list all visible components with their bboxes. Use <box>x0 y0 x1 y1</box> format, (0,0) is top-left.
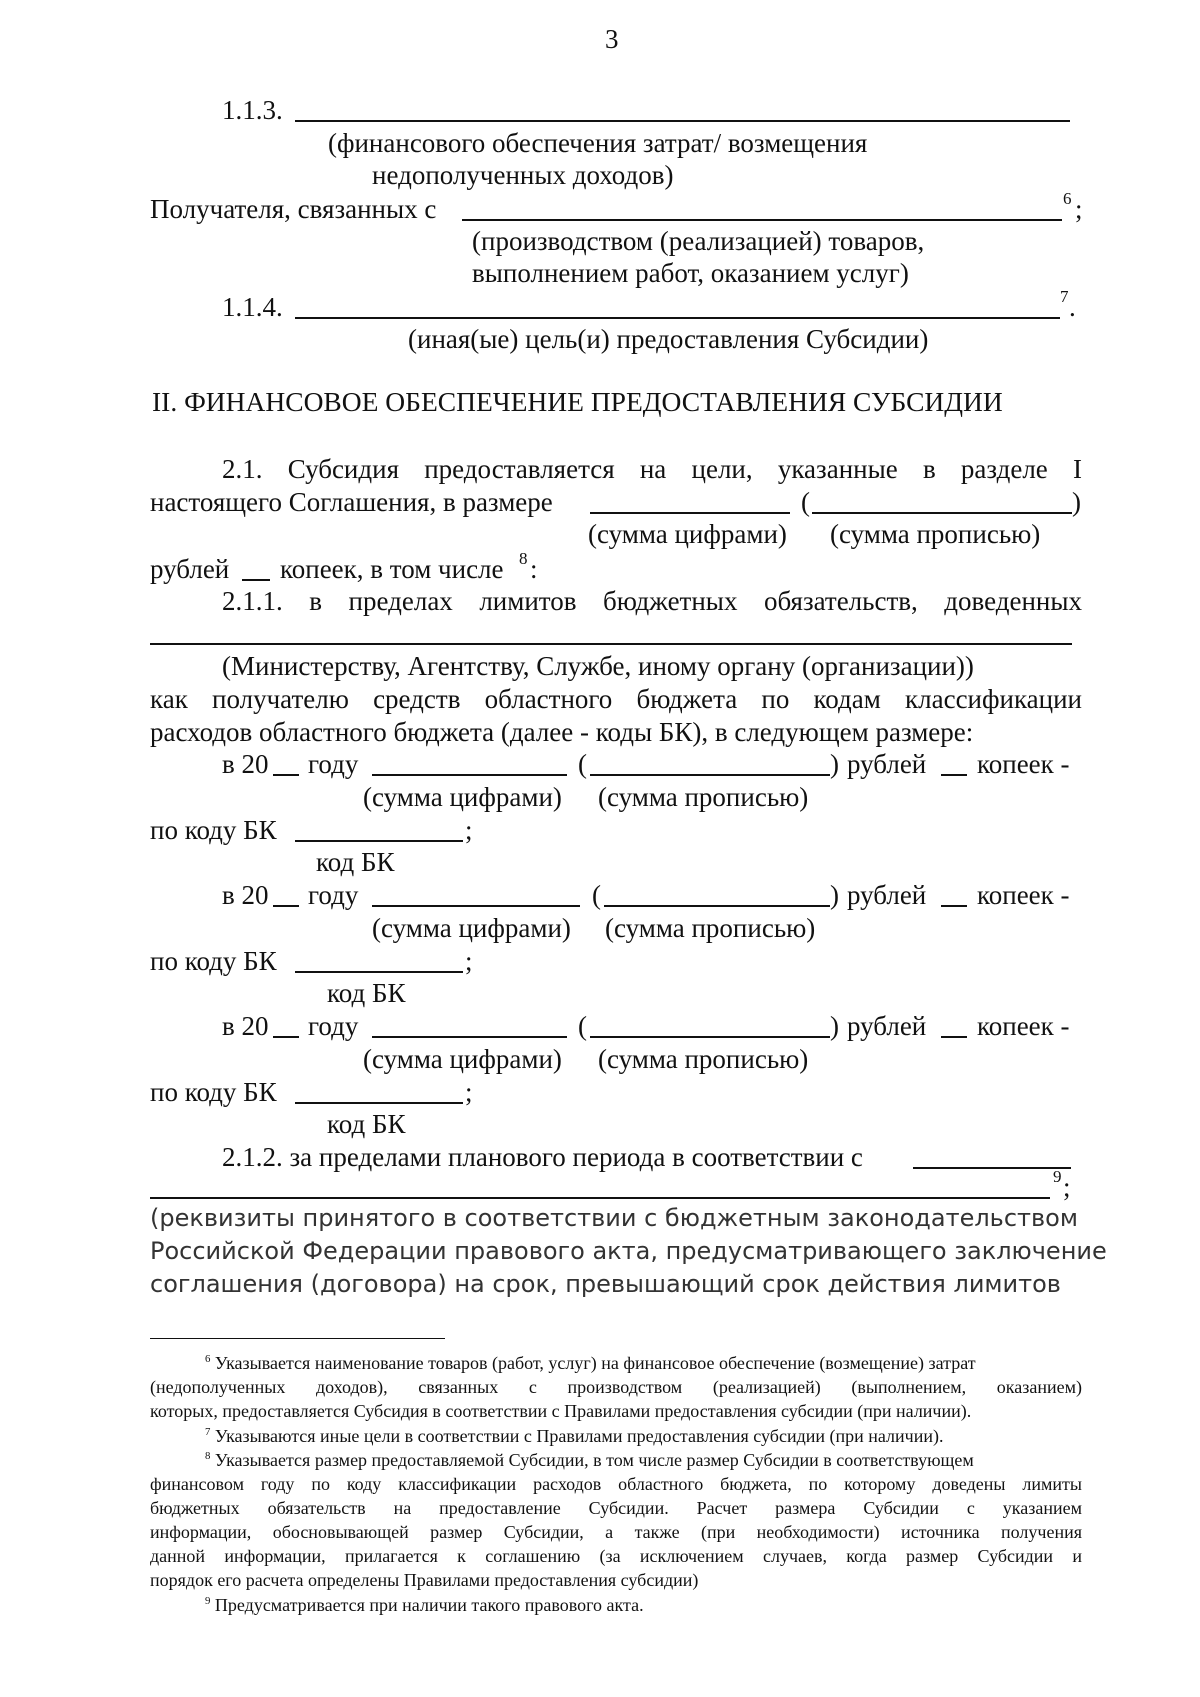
footnote-ref-6: 6 <box>1063 189 1072 208</box>
footnote-8-line4: информации, обосновывающей размер Субсидии, а также (при необходимости) источника получения <box>150 1522 1082 1542</box>
year-row-3-note-digits: (сумма цифрами) <box>363 1044 562 1074</box>
item-1-1-4-blank <box>295 317 1060 319</box>
item-1-1-4-note: (иная(ые) цель(и) предоставления Субсидии) <box>408 324 929 354</box>
year-row-2-rubles: рублей <box>847 880 927 910</box>
year-row-2-digits-blank <box>372 905 580 907</box>
sum-words-blank <box>812 512 1072 514</box>
year-row-3-rubles: рублей <box>847 1011 927 1041</box>
bk-row-3-end: ; <box>465 1077 473 1107</box>
p2-1-line2: настоящего Соглашения, в размере <box>150 487 553 517</box>
item-1-1-3-note-line1: (финансового обеспечения затрат/ возмещения <box>328 128 868 158</box>
p2-1-2-blank-2 <box>150 1197 1050 1199</box>
ministry-note: (Министерству, Агентству, Службе, иному органу (организации)) <box>222 651 974 681</box>
footnote-9-first-line <box>205 1596 644 1614</box>
page-number: 3 <box>605 24 619 54</box>
p2-1-2-text: 2.1.2. за пределами планового периода в соответствии с <box>222 1142 863 1172</box>
year-row-2-year-blank <box>273 905 299 907</box>
year-row-1-note-words: (сумма прописью) <box>598 782 809 812</box>
year-row-1-prefix: в 20 <box>222 749 269 779</box>
colon: : <box>530 554 538 584</box>
note-sum-digits: (сумма цифрами) <box>588 519 787 549</box>
sum-digits-blank <box>590 512 790 514</box>
kopeks-text: копеек, в том числе <box>280 554 504 584</box>
footnote-6-first-line <box>205 1354 976 1372</box>
year-row-3-words-blank <box>590 1036 830 1038</box>
item-1-1-4-end: . <box>1069 292 1076 322</box>
year-row-1-kopeks-blank <box>941 774 967 776</box>
footnote-8-line6: порядок его расчета определены Правилами предоставления субсидии) <box>150 1570 699 1590</box>
year-row-3-note-words: (сумма прописью) <box>598 1044 809 1074</box>
recipient-note-line1: (производством (реализацией) товаров, <box>472 226 925 256</box>
bk-row-2-note: код БК <box>327 978 406 1008</box>
item-1-1-4-number: 1.1.4. <box>222 292 283 322</box>
footnote-9-line1: Предусматривается при наличии такого правового акта. <box>214 1595 644 1615</box>
open-paren: ( <box>801 487 810 517</box>
footnote-ref-9: 9 <box>1053 1167 1062 1186</box>
bk-row-2-end: ; <box>465 946 473 976</box>
year-row-2-close-paren: ) <box>830 880 839 910</box>
p2-1-1-line3: расходов областного бюджета (далее - коды БК), в следующем размере: <box>150 717 974 747</box>
footnote-7-first-line <box>205 1427 943 1445</box>
bk-row-3-note: код БК <box>327 1109 406 1139</box>
close-paren: ) <box>1072 487 1081 517</box>
footnote-6-line2: (недополученных доходов), связанных с производством (реализацией) (выполнением, оказанием) <box>150 1377 1082 1397</box>
footnote-8-line1: Указывается размер предоставляемой Субсидии, в том числе размер Субсидии в соответствующем <box>214 1450 974 1470</box>
year-row-1-rubles: рублей <box>847 749 927 779</box>
footnote-8-line3: бюджетных обязательств на предоставление Субсидии. Расчет размера Субсидии с указанием <box>150 1498 1082 1518</box>
note-sum-words: (сумма прописью) <box>830 519 1041 549</box>
year-row-3-year-blank <box>273 1036 299 1038</box>
p2-1-1-line1: 2.1.1. в пределах лимитов бюджетных обязательств, доведенных <box>222 586 1082 616</box>
recipient-note-line2: выполнением работ, оказанием услуг) <box>472 258 909 288</box>
year-row-3-open-paren: ( <box>578 1011 587 1041</box>
year-row-2-word: году <box>308 880 359 910</box>
year-row-3-digits-blank <box>372 1036 567 1038</box>
bk-row-1-blank <box>295 840 463 842</box>
item-1-1-3-blank <box>295 120 1070 122</box>
year-row-1-note-digits: (сумма цифрами) <box>363 782 562 812</box>
bk-row-3-blank <box>295 1102 463 1104</box>
footnote-ref-8: 8 <box>519 549 528 568</box>
year-row-3-prefix: в 20 <box>222 1011 269 1041</box>
p2-1-line1: 2.1. Субсидия предоставляется на цели, указанные в разделе I <box>222 454 1082 484</box>
year-row-1-year-blank <box>273 774 299 776</box>
year-row-2-open-paren: ( <box>592 880 601 910</box>
year-row-1-kopeks: копеек - <box>977 749 1070 779</box>
bk-row-2-prefix: по коду БК <box>150 946 277 976</box>
recipient-blank <box>462 219 1062 221</box>
year-row-2-prefix: в 20 <box>222 880 269 910</box>
year-row-2-note-words: (сумма прописью) <box>605 913 816 943</box>
footnote-9-mark: 9 <box>205 1595 211 1607</box>
rubles-text: рублей <box>150 554 230 584</box>
bk-row-3-prefix: по коду БК <box>150 1077 277 1107</box>
kopeks-blank <box>242 579 270 581</box>
p2-1-2-blank-1 <box>913 1167 1071 1169</box>
p2-1-1-line2: как получателю средств областного бюджета по кодам классификации <box>150 684 1082 714</box>
year-row-1-words-blank <box>590 774 830 776</box>
year-row-3-word: году <box>308 1011 359 1041</box>
year-row-2-words-blank <box>604 905 830 907</box>
footnote-6-line1: Указывается наименование товаров (работ, услуг) на финансовое обеспечение (возмещение) затрат <box>214 1353 976 1373</box>
footnote-7-line1: Указываются иные цели в соответствии с Правилами предоставления субсидии (при наличии). <box>214 1426 944 1446</box>
year-row-3-kopeks: копеек - <box>977 1011 1070 1041</box>
footnote-separator <box>150 1338 445 1339</box>
year-row-2-kopeks-blank <box>941 905 967 907</box>
section-2-heading: II. ФИНАНСОВОЕ ОБЕСПЕЧЕНИЕ ПРЕДОСТАВЛЕНИЯ СУБСИДИИ <box>152 386 1003 417</box>
bk-row-1-note: код БК <box>316 847 395 877</box>
year-row-3-kopeks-blank <box>941 1036 967 1038</box>
requisites-line2: Российской Федерации правового акта, предусматривающего заключение <box>150 1237 1107 1265</box>
footnote-8-line5: данной информации, прилагается к соглашению (за исключением случаев, когда размер Субсидии и <box>150 1546 1082 1566</box>
bk-row-1-prefix: по коду БК <box>150 815 277 845</box>
footnote-6-line3: которых, предоставляется Субсидия в соответствии с Правилами предоставления субсидии (при наличии). <box>150 1401 972 1421</box>
year-row-2-note-digits: (сумма цифрами) <box>372 913 571 943</box>
year-row-2-kopeks: копеек - <box>977 880 1070 910</box>
year-row-1-digits-blank <box>372 774 567 776</box>
footnote-8-mark: 8 <box>205 1450 211 1462</box>
footnote-8-line2: финансовом году по коду классификации расходов областного бюджета, по которому доведены лимиты <box>150 1474 1082 1494</box>
requisites-line3: соглашения (договора) на срок, превышающий срок действия лимитов <box>150 1270 1061 1298</box>
recipient-text: Получателя, связанных с <box>150 194 437 224</box>
year-row-1-word: году <box>308 749 359 779</box>
year-row-1-open-paren: ( <box>578 749 587 779</box>
item-1-1-3-end: ; <box>1075 194 1083 224</box>
bk-row-1-end: ; <box>465 815 473 845</box>
bk-row-2-blank <box>295 971 463 973</box>
ministry-blank <box>150 643 1072 645</box>
p2-1-2-end: ; <box>1063 1172 1071 1202</box>
year-row-1-close-paren: ) <box>830 749 839 779</box>
year-row-3-close-paren: ) <box>830 1011 839 1041</box>
footnote-6-mark: 6 <box>205 1353 211 1365</box>
requisites-line1: (реквизиты принятого в соответствии с бюджетным законодательством <box>150 1204 1078 1232</box>
footnote-7-mark: 7 <box>205 1426 211 1438</box>
footnote-ref-7: 7 <box>1060 287 1069 306</box>
footnote-8-first-line <box>205 1451 974 1469</box>
item-1-1-3-note-line2: недополученных доходов) <box>372 160 674 190</box>
item-1-1-3-number: 1.1.3. <box>222 95 283 125</box>
